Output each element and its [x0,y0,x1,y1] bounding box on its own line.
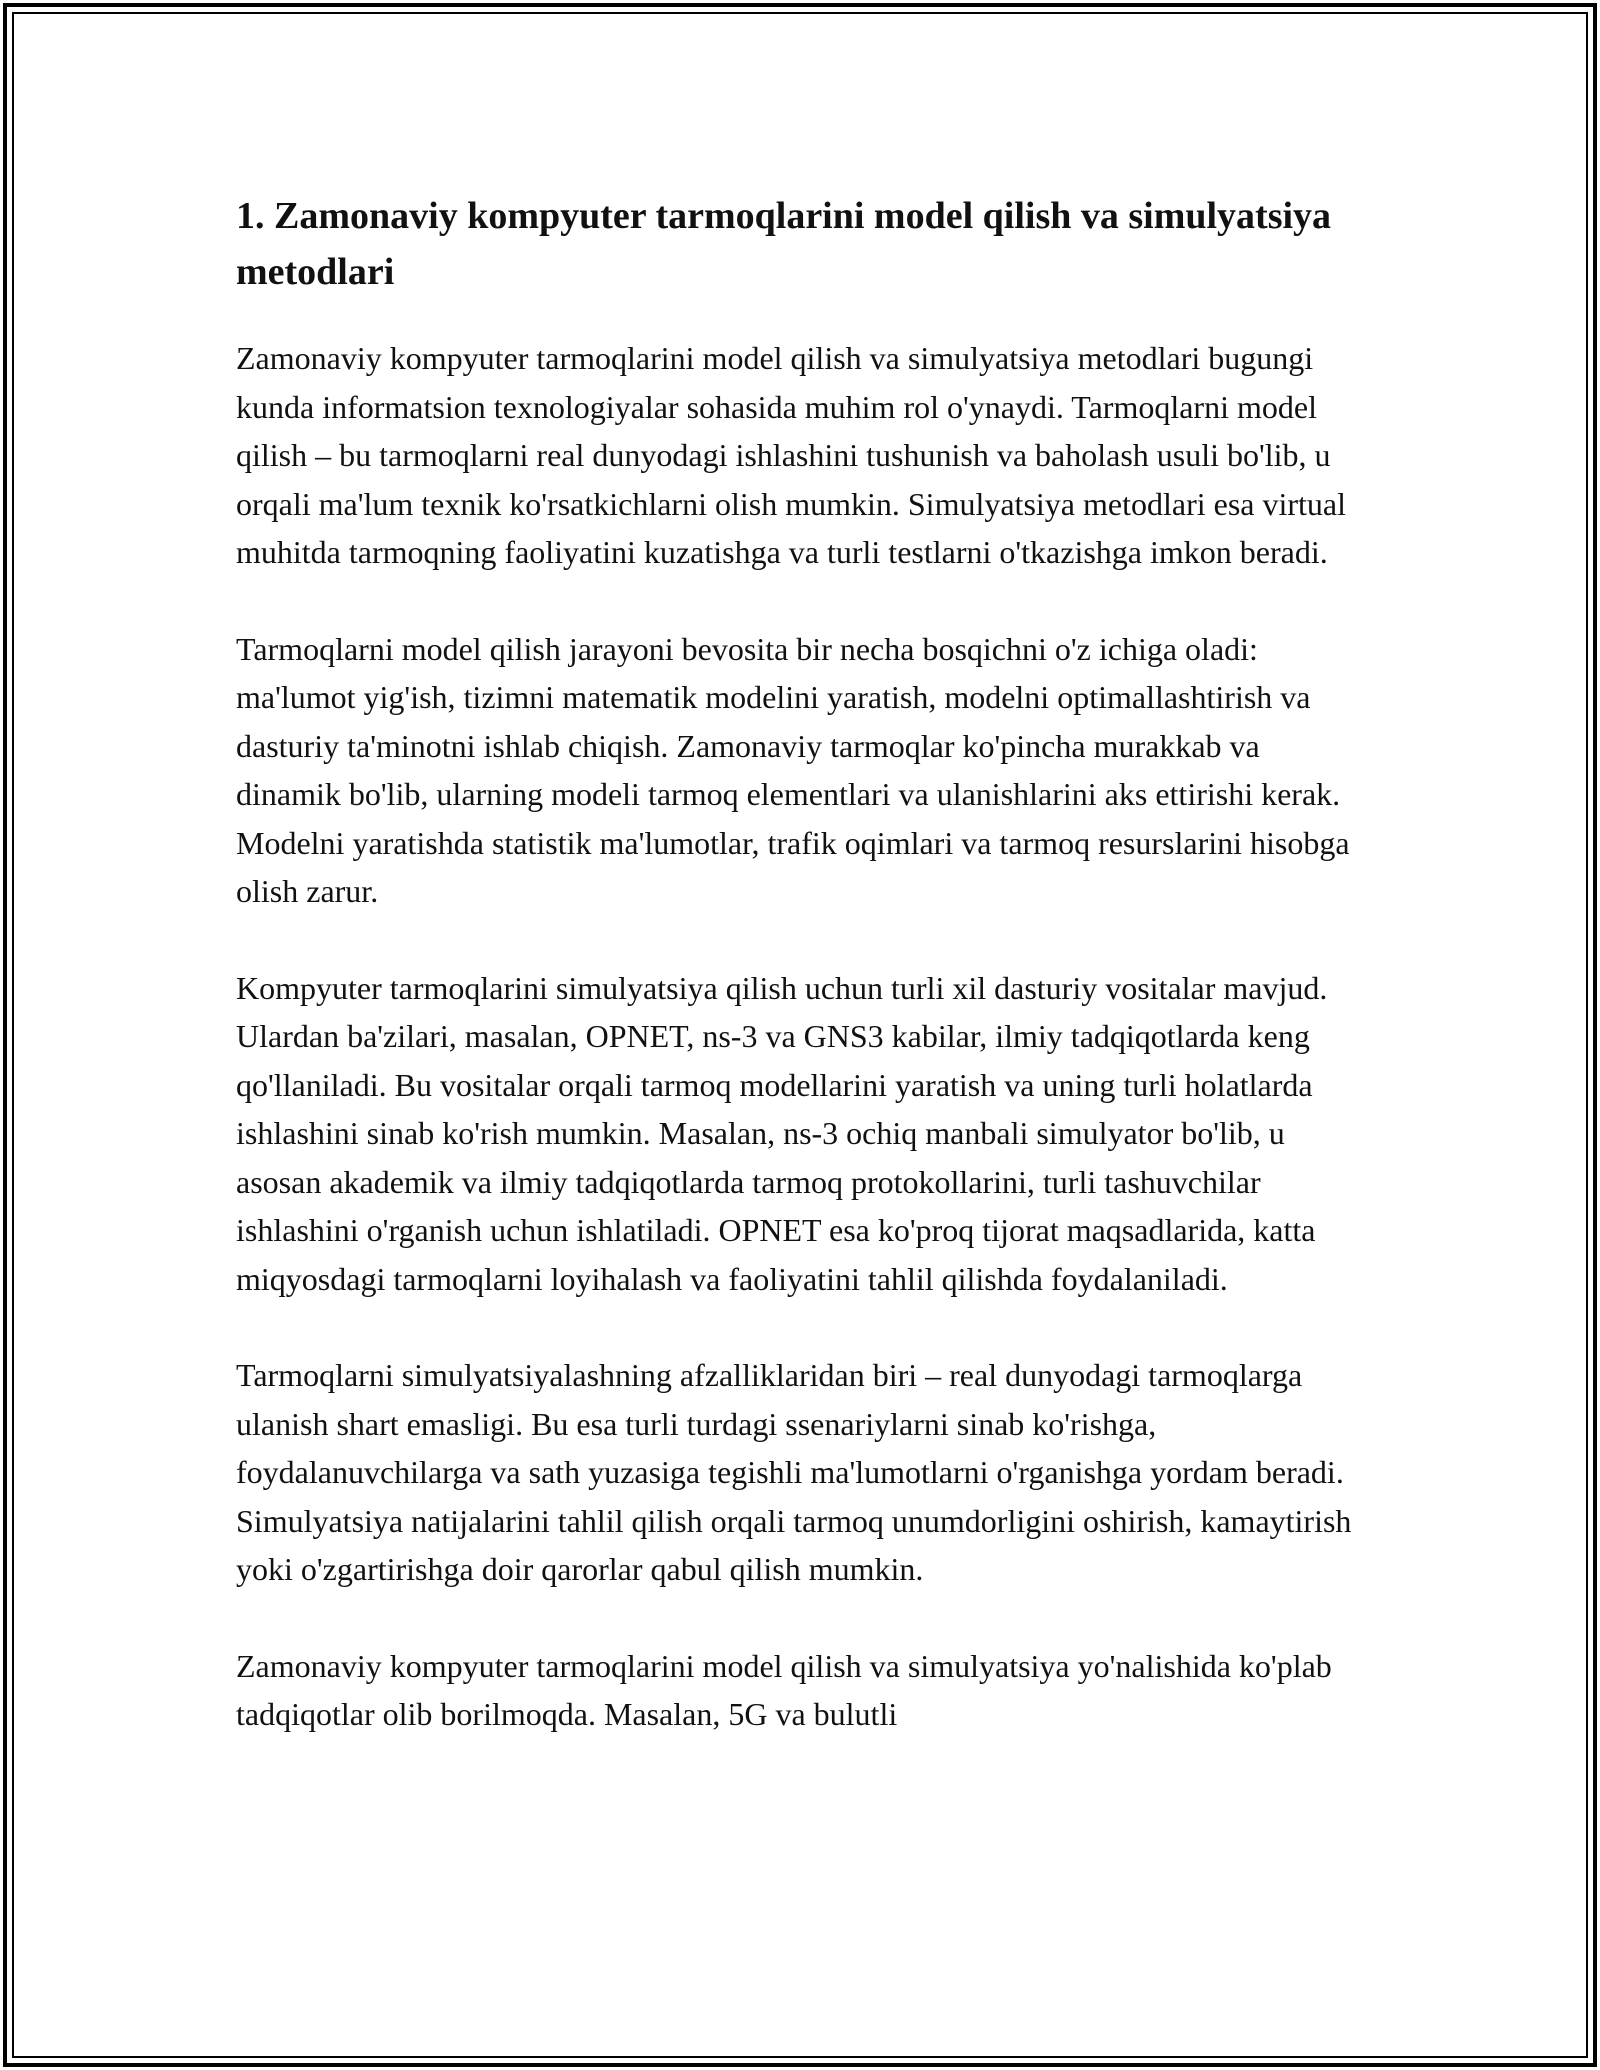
paragraph-5: Zamonaviy kompyuter tarmoqlarini model qilish va simulyatsiya yo'nalishida ko'plab tadqiqotlar olib borilmoqda. Masalan, 5G va bulutli [236,1647,1332,1732]
section-heading: 1. Zamonaviy kompyuter tarmoqlarini model qilish va simulyatsiya metodlari [236,195,1332,293]
paragraph-4: Tarmoqlarni simulyatsiyalashning afzalliklaridan biri – real dunyodagi tarmoqlarga ulanish shart emasligi. Bu esa turli turdagi ssenariylarni sinab ko'rishga, foydalanuvchilarga va sath yuzasiga tegishli ma'lumotlarni o'rganishga yordam beradi. Simulyatsiya natijalarini tahlil qilish orqali tarmoq unumdorligini oshirish, kamaytirish yoki o'zgartirishga doir qarorlar qabul qilish mumkin. [236,1357,1352,1587]
paragraph-1: Zamonaviy kompyuter tarmoqlarini model qilish va simulyatsiya metodlari bugungi kunda informatsion texnologiyalar sohasida muhim rol o'ynaydi. Tarmoqlarni model qilish – bu tarmoqlarni real dunyodagi ishlashini tushunish va baholash usuli bo'lib, u orqali ma'lum texnik ko'rsatkichlarni olish mumkin. Simulyatsiya metodlari esa virtual muhitda tarmoqning faoliyatini kuzatishga va turli testlarni o'tkazishga imkon beradi. [236,340,1346,570]
paragraph-3: Kompyuter tarmoqlarini simulyatsiya qilish uchun turli xil dasturiy vositalar mavjud. Ulardan ba'zilari, masalan, OPNET, ns-3 va GNS3 kabilar, ilmiy tadqiqotlarda keng qo'llaniladi. Bu vositalar orqali tarmoq modellarini yaratish va uning turli holatlarda ishlashini sinab ko'rish mumkin. Masalan, ns-3 ochiq manbali simulyator bo'lib, u asosan akademik va ilmiy tadqiqotlarda tarmoq protokollarini, turli tashuvchilar ishlashini o'rganish uchun ishlatiladi. OPNET esa ko'proq tijorat maqsadlarida, katta miqyosdagi tarmoqlarni loyihalash va faoliyatini tahlil qilishda foydalaniladi. [236,969,1328,1297]
document-body [236,188,1366,1739]
paragraph-2: Tarmoqlarni model qilish jarayoni bevosita bir necha bosqichni o'z ichiga oladi: ma'lumot yig'ish, tizimni matematik modelini yaratish, modelni optimallashtirish va dasturiy ta'minotni ishlab chiqish. Zamonaviy tarmoqlar ko'pincha murakkab va dinamik bo'lib, ularning modeli tarmoq elementlari va ulanishlarini aks ettirishi kerak. Modelni yaratishda statistik ma'lumotlar, trafik oqimlari va tarmoq resurslarini hisobga olish zarur. [236,630,1350,909]
